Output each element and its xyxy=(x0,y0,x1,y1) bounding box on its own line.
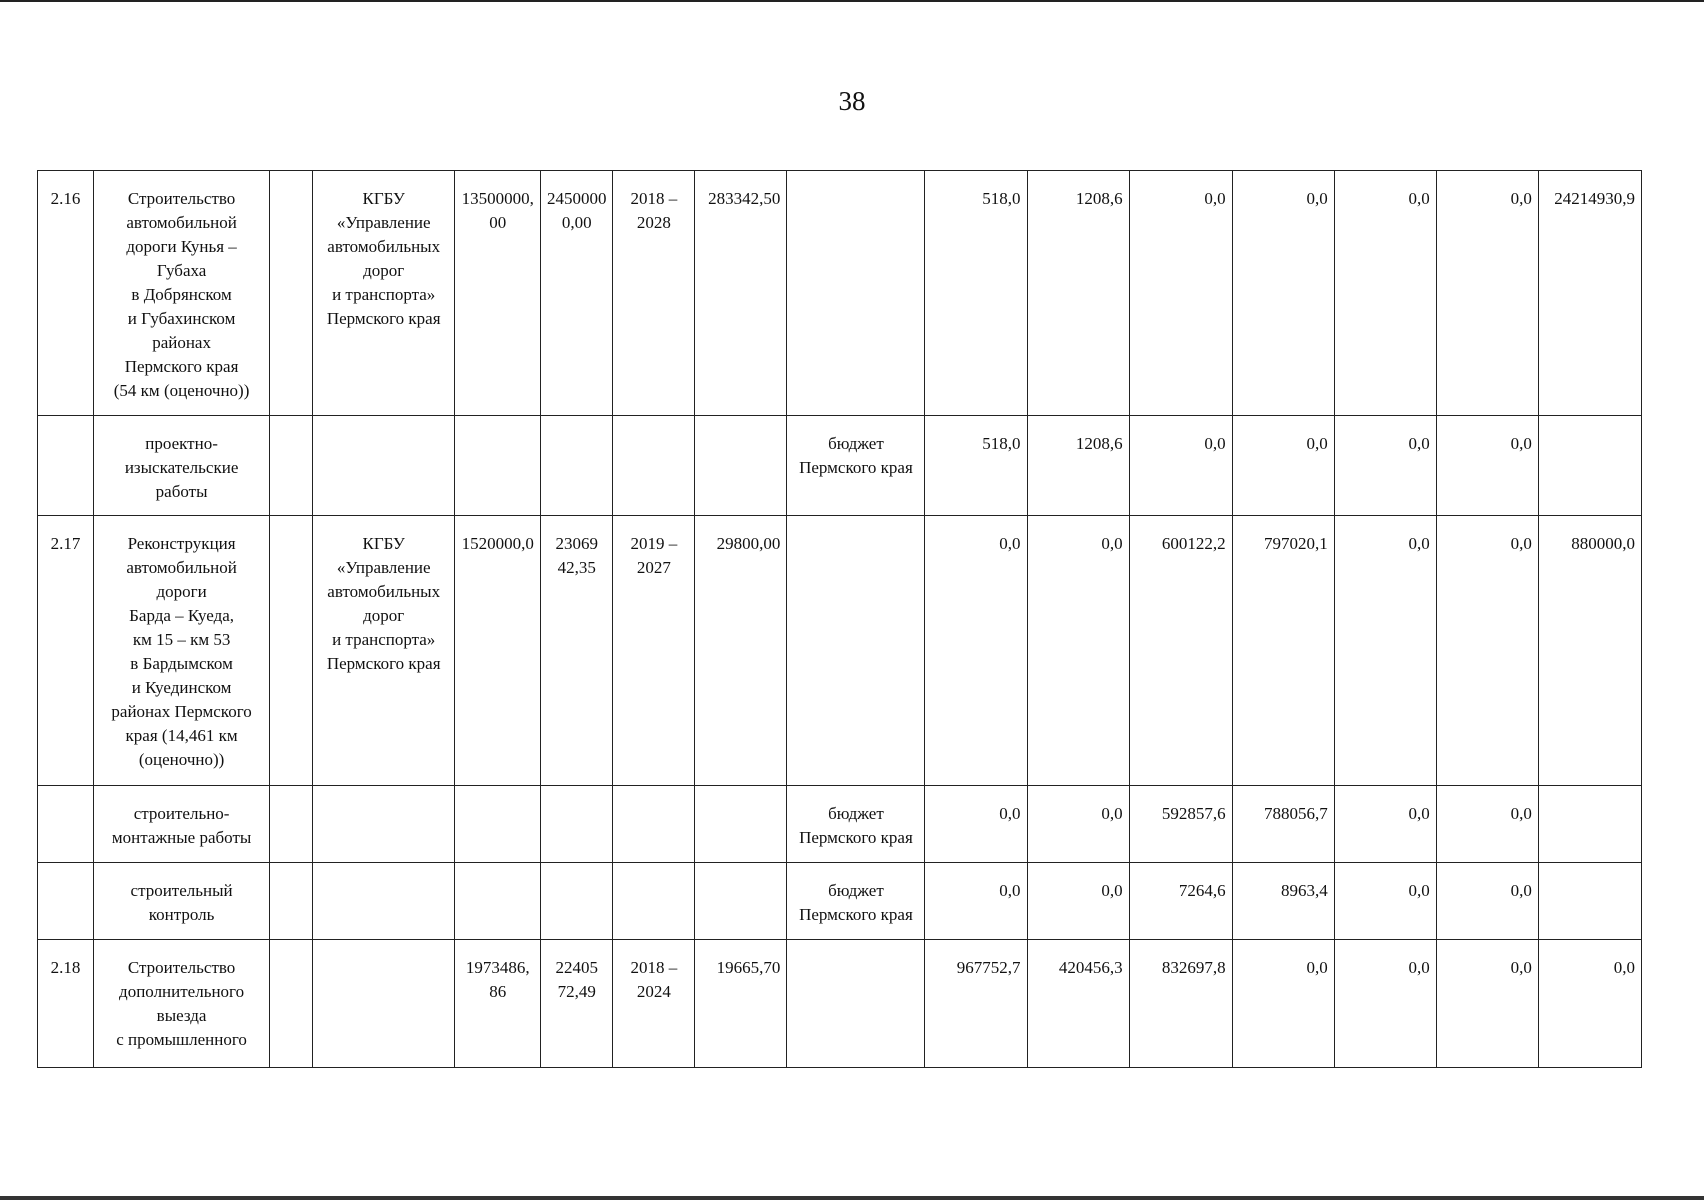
table-row xyxy=(38,171,1642,416)
cell-value-6: 0,0 xyxy=(1436,171,1538,416)
cell-value-4: 0,0 xyxy=(1232,416,1334,516)
table-row xyxy=(38,416,1642,516)
cell-period xyxy=(613,416,695,516)
cell-total: 24214930,9 xyxy=(1538,171,1641,416)
cell-value-3: 0,0 xyxy=(1129,171,1232,416)
cell-value-1: 967752,7 xyxy=(925,940,1027,1068)
cell-estimated-cost xyxy=(455,416,541,516)
cell-estimated-cost: 1520000,0 xyxy=(455,516,541,786)
cell-value-2: 1208,6 xyxy=(1027,171,1129,416)
cell-value-5: 0,0 xyxy=(1334,863,1436,940)
cell-estimated-cost: 1973486, 86 xyxy=(455,940,541,1068)
cell-value-5: 0,0 xyxy=(1334,786,1436,863)
cell-customer: КГБУ «Управление автомобильных дорог и транспорта» Пермского края xyxy=(313,516,455,786)
cell-total xyxy=(1538,416,1641,516)
cell-value-1: 0,0 xyxy=(925,863,1027,940)
cell-contract-cost xyxy=(541,863,613,940)
cell-capacity xyxy=(695,786,787,863)
cell-blank-cell xyxy=(270,940,313,1068)
cell-row-name: строительно- монтажные работы xyxy=(94,786,270,863)
cell-row-number xyxy=(38,416,94,516)
cell-funding-source: бюджет Пермского края xyxy=(787,786,925,863)
cell-total xyxy=(1538,863,1641,940)
table-row xyxy=(38,940,1642,1068)
cell-row-name: строительный контроль xyxy=(94,863,270,940)
cell-customer xyxy=(313,940,455,1068)
cell-funding-source xyxy=(787,940,925,1068)
cell-row-name: Строительство автомобильной дороги Кунья – Губаха в Добрянском и Губахинском районах Пермского края (54 км (оценочно)) xyxy=(94,171,270,416)
cell-period: 2018 – 2024 xyxy=(613,940,695,1068)
scan-edge-bottom xyxy=(0,1196,1704,1200)
cell-blank-cell xyxy=(270,786,313,863)
cell-contract-cost xyxy=(541,786,613,863)
cell-value-2: 420456,3 xyxy=(1027,940,1129,1068)
cell-value-4: 0,0 xyxy=(1232,171,1334,416)
cell-capacity xyxy=(695,863,787,940)
cell-blank-cell xyxy=(270,416,313,516)
cell-row-number: 2.16 xyxy=(38,171,94,416)
cell-funding-source: бюджет Пермского края xyxy=(787,416,925,516)
cell-row-number: 2.18 xyxy=(38,940,94,1068)
cell-value-6: 0,0 xyxy=(1436,940,1538,1068)
cell-period xyxy=(613,863,695,940)
cell-blank-cell xyxy=(270,516,313,786)
cell-value-3: 7264,6 xyxy=(1129,863,1232,940)
cell-period: 2018 – 2028 xyxy=(613,171,695,416)
cell-row-name: проектно- изыскательские работы xyxy=(94,416,270,516)
program-table xyxy=(37,170,1642,1068)
cell-value-5: 0,0 xyxy=(1334,940,1436,1068)
cell-value-5: 0,0 xyxy=(1334,171,1436,416)
cell-value-3: 0,0 xyxy=(1129,416,1232,516)
cell-contract-cost xyxy=(541,416,613,516)
cell-value-1: 518,0 xyxy=(925,416,1027,516)
cell-period xyxy=(613,786,695,863)
cell-customer xyxy=(313,863,455,940)
table-row xyxy=(38,786,1642,863)
cell-value-6: 0,0 xyxy=(1436,516,1538,786)
cell-value-3: 600122,2 xyxy=(1129,516,1232,786)
cell-contract-cost: 2450000 0,00 xyxy=(541,171,613,416)
cell-period: 2019 – 2027 xyxy=(613,516,695,786)
cell-value-4: 788056,7 xyxy=(1232,786,1334,863)
cell-contract-cost: 23069 42,35 xyxy=(541,516,613,786)
cell-value-6: 0,0 xyxy=(1436,863,1538,940)
cell-total: 0,0 xyxy=(1538,940,1641,1068)
cell-value-2: 0,0 xyxy=(1027,516,1129,786)
cell-value-2: 1208,6 xyxy=(1027,416,1129,516)
cell-blank-cell xyxy=(270,863,313,940)
cell-value-3: 832697,8 xyxy=(1129,940,1232,1068)
cell-value-6: 0,0 xyxy=(1436,786,1538,863)
cell-funding-source xyxy=(787,171,925,416)
cell-customer xyxy=(313,786,455,863)
cell-value-5: 0,0 xyxy=(1334,416,1436,516)
cell-funding-source xyxy=(787,516,925,786)
cell-row-number xyxy=(38,786,94,863)
cell-capacity: 283342,50 xyxy=(695,171,787,416)
cell-row-name: Реконструкция автомобильной дороги Барда – Куеда, км 15 – км 53 в Бардымском и Куединском районах Пермского края (14,461 км (оценочно)) xyxy=(94,516,270,786)
table-row xyxy=(38,516,1642,786)
cell-estimated-cost xyxy=(455,863,541,940)
cell-value-2: 0,0 xyxy=(1027,786,1129,863)
cell-total xyxy=(1538,786,1641,863)
cell-value-6: 0,0 xyxy=(1436,416,1538,516)
cell-value-2: 0,0 xyxy=(1027,863,1129,940)
cell-capacity: 19665,70 xyxy=(695,940,787,1068)
cell-row-name: Строительство дополнительного выезда с промышленного xyxy=(94,940,270,1068)
scan-edge-top xyxy=(0,0,1704,2)
cell-value-4: 8963,4 xyxy=(1232,863,1334,940)
cell-contract-cost: 22405 72,49 xyxy=(541,940,613,1068)
cell-row-number: 2.17 xyxy=(38,516,94,786)
cell-value-4: 797020,1 xyxy=(1232,516,1334,786)
cell-capacity: 29800,00 xyxy=(695,516,787,786)
cell-customer xyxy=(313,416,455,516)
cell-value-1: 518,0 xyxy=(925,171,1027,416)
cell-customer: КГБУ «Управление автомобильных дорог и транспорта» Пермского края xyxy=(313,171,455,416)
cell-total: 880000,0 xyxy=(1538,516,1641,786)
cell-value-3: 592857,6 xyxy=(1129,786,1232,863)
cell-estimated-cost xyxy=(455,786,541,863)
cell-blank-cell xyxy=(270,171,313,416)
table-row xyxy=(38,863,1642,940)
cell-capacity xyxy=(695,416,787,516)
cell-estimated-cost: 13500000, 00 xyxy=(455,171,541,416)
cell-value-4: 0,0 xyxy=(1232,940,1334,1068)
cell-value-5: 0,0 xyxy=(1334,516,1436,786)
page-number: 38 xyxy=(838,86,866,116)
cell-funding-source: бюджет Пермского края xyxy=(787,863,925,940)
cell-row-number xyxy=(38,863,94,940)
cell-value-1: 0,0 xyxy=(925,786,1027,863)
cell-value-1: 0,0 xyxy=(925,516,1027,786)
